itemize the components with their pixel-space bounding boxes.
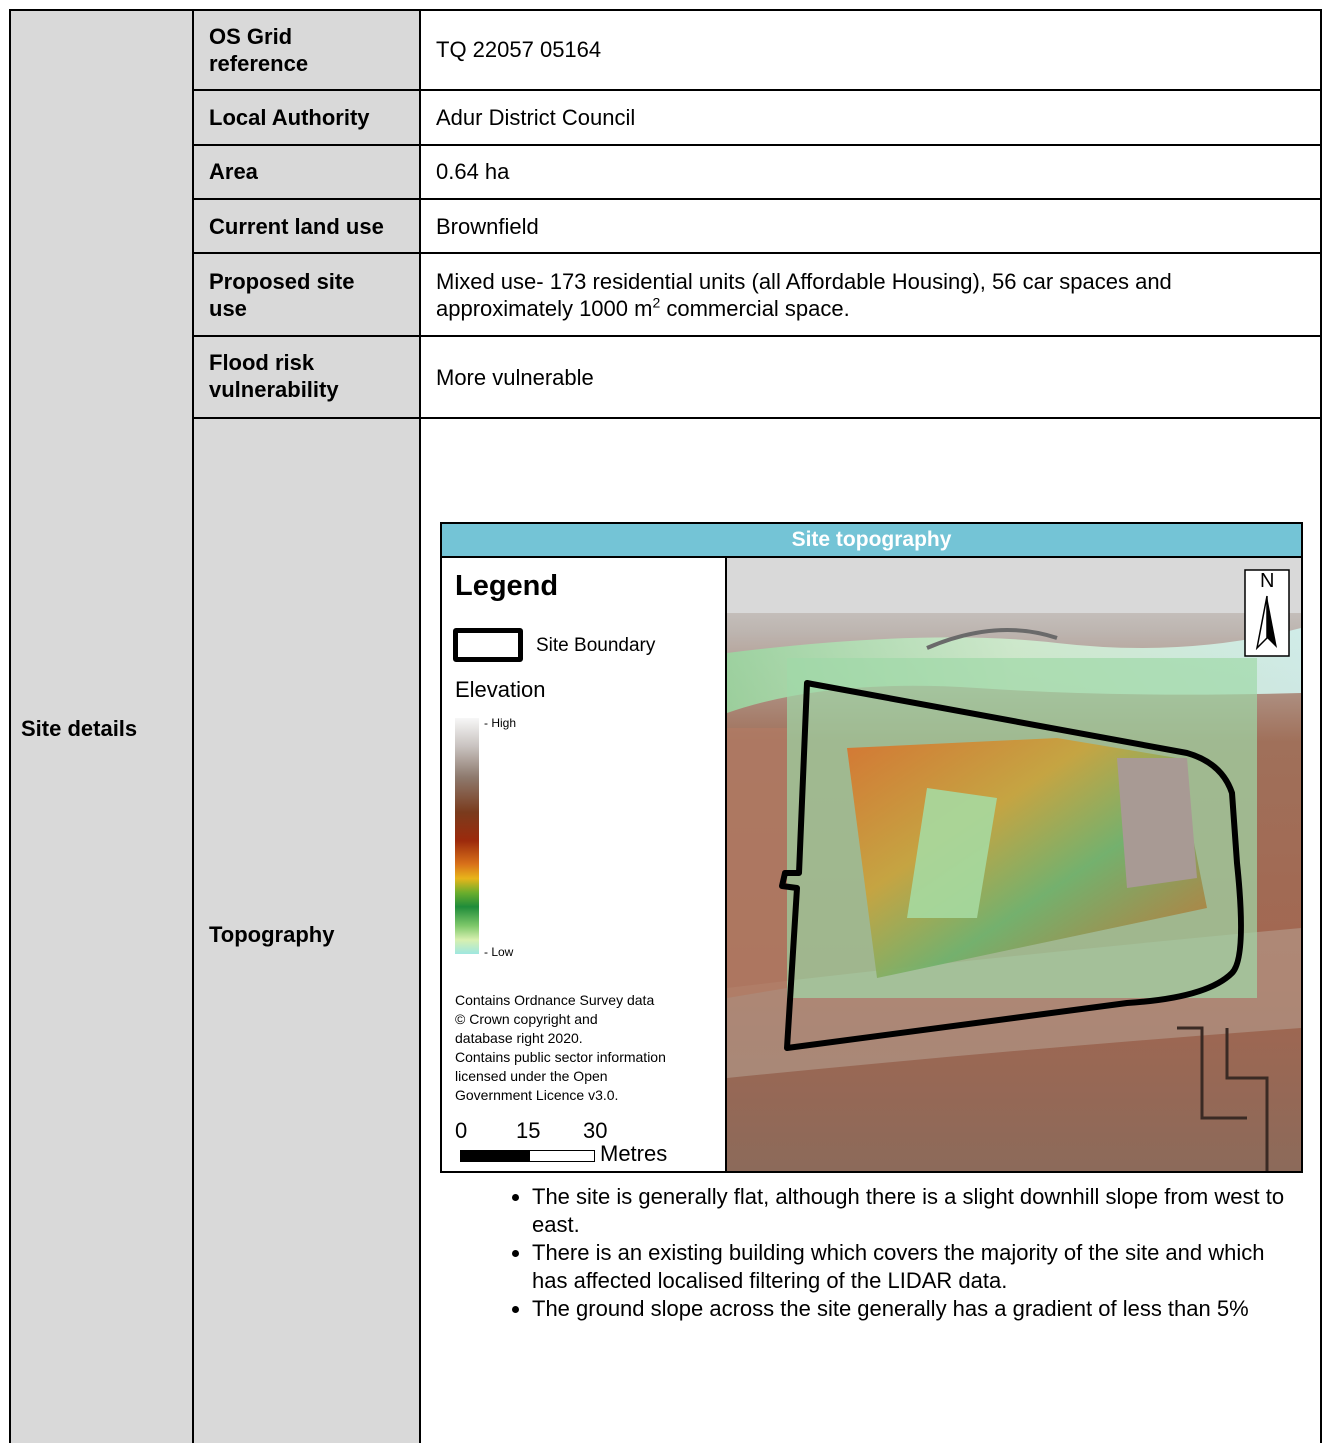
current-land-use-value: Brownfield [436,214,539,239]
local-authority-value: Adur District Council [436,105,636,130]
row-label-local-authority: Local Authority [209,105,370,130]
scale-tick-0: 0 [455,1118,468,1143]
map-attribution: Contains Ordnance Survey data © Crown copyright and database right 2020. Contains public sector information licensed under the Open Government Licence v3.0. [455,992,666,1103]
row-label-area: Area [209,159,258,184]
topography-map-figure [440,522,1303,1173]
list-item: • The ground slope across the site generally has a gradient of less than 5% [532,1295,1294,1323]
flood-risk-value: More vulnerable [436,365,594,390]
elevation-label: Elevation [455,677,546,702]
row-label-os-grid-line1: OS Grid [209,24,293,49]
map-title: Site topography [442,524,1301,558]
row-label-os-grid [209,23,308,77]
scale-tick-30: 30 [583,1118,608,1143]
row-label-proposed-line1: Proposed site [209,269,355,294]
site-boundary-swatch [453,628,523,662]
elevation-map-image [727,558,1301,1171]
north-arrow-icon [1255,594,1279,650]
elevation-high-label: - High [484,716,517,730]
map-legend [442,558,727,1171]
proposed-value-line1: Mixed use- 173 residential units (all Affordable Housing), 56 car spaces and [436,269,1172,294]
row-label-flood-risk [209,349,339,403]
row-label-flood-line2: vulnerability [209,377,339,402]
legend-heading: Legend [455,570,559,602]
elevation-color-ramp [455,718,479,954]
os-grid-value: TQ 22057 05164 [436,37,602,62]
row-label-flood-line1: Flood risk [209,350,315,375]
row-label-proposed-site-use [209,268,354,322]
scale-tick-15: 15 [516,1118,541,1143]
row-label-os-grid-line2: reference [209,51,309,76]
scale-unit: Metres [600,1141,668,1166]
list-item: • There is an existing building which covers the majority of the site and which has affected localised filtering of the LIDAR data. [532,1239,1294,1295]
section-label: Site details [21,716,138,741]
area-value: 0.64 ha [436,159,510,184]
topography-bullet-list [474,1183,1294,1323]
list-item: • The site is generally flat, although there is a slight downhill slope from west to east. [532,1183,1294,1239]
row-label-proposed-line2: use [209,296,247,321]
proposed-site-use-value [436,268,1306,322]
site-boundary-label: Site Boundary [536,635,656,656]
proposed-value-line2: approximately 1000 $m^2$ commercial space. [436,294,850,321]
north-arrow-label: N [1260,570,1275,592]
row-label-current-land-use: Current land use [209,214,384,239]
elevation-low-label: - Low [484,945,514,959]
row-label-topography: Topography [209,922,335,947]
